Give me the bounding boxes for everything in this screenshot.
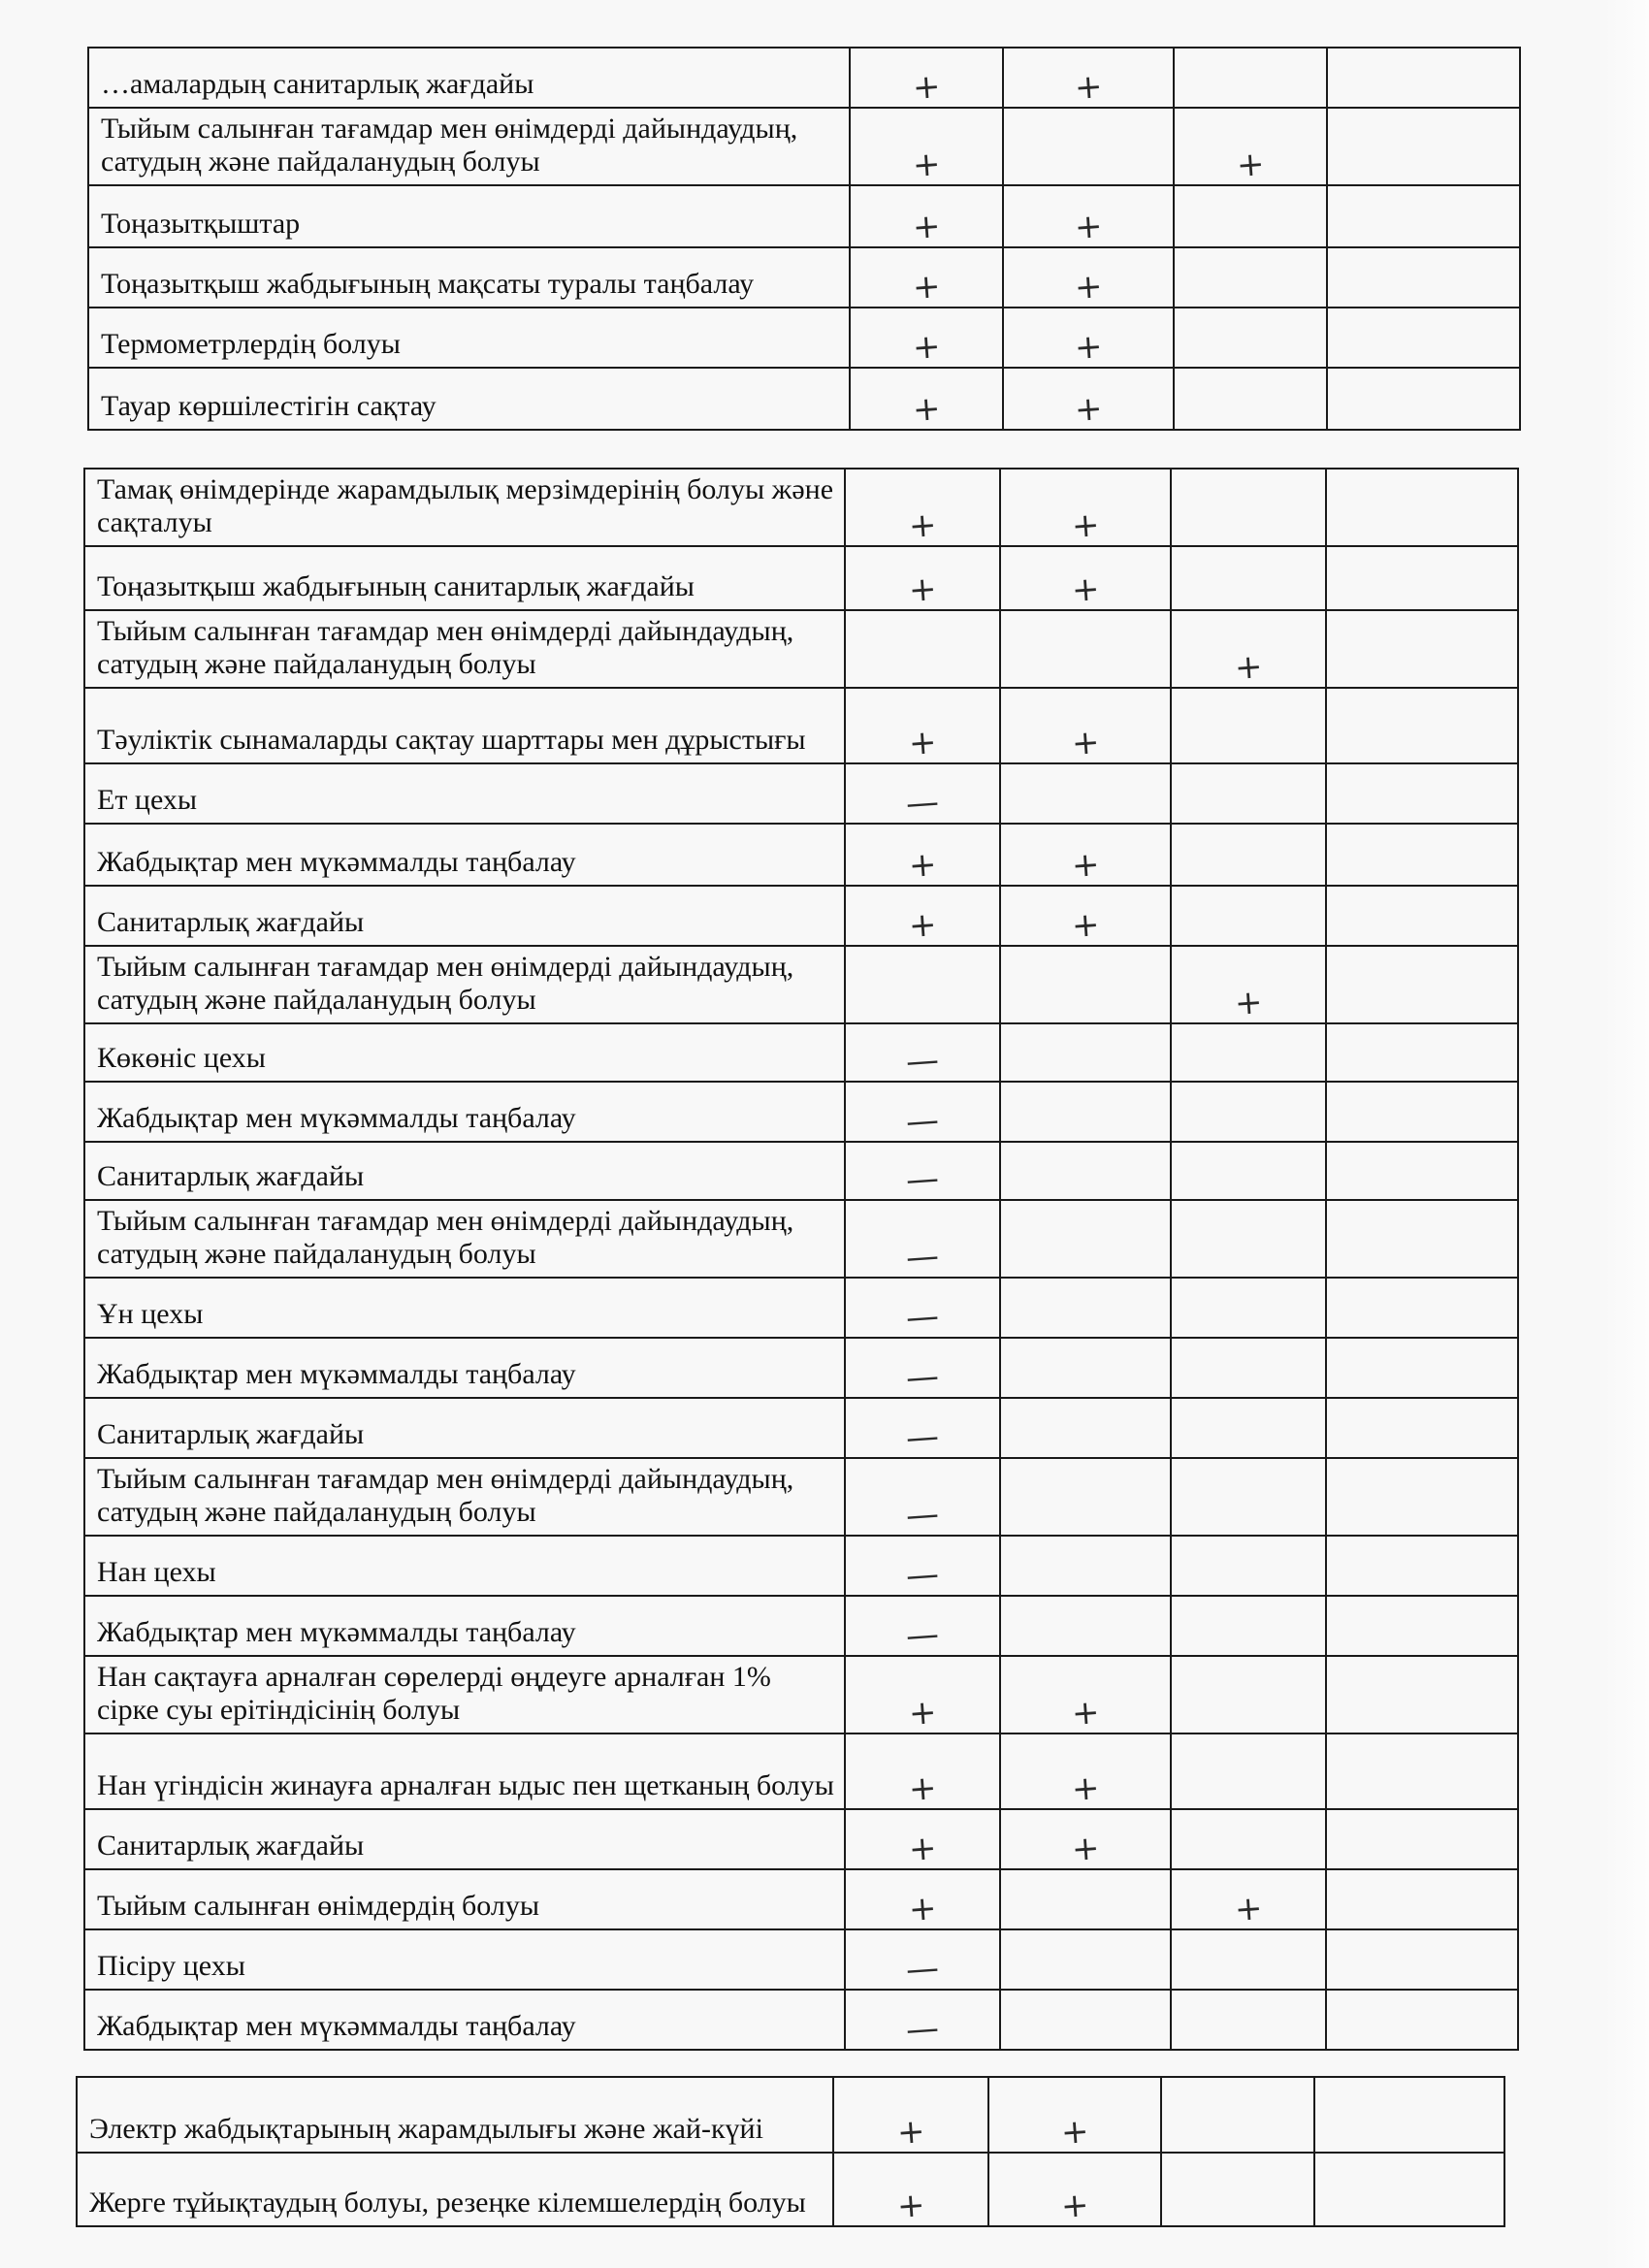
mark-cell <box>1327 185 1520 247</box>
table-row <box>84 1338 1518 1398</box>
mark-cell <box>1171 1398 1326 1458</box>
table-row <box>84 1200 1518 1278</box>
mark-cell <box>1326 1398 1518 1458</box>
mark-cell <box>1326 1458 1518 1536</box>
item-label: Тәуліктік сынамаларды сақтау шарттары мен дұрыстығы <box>84 688 845 763</box>
mark-cell <box>1326 1142 1518 1200</box>
mark-cell <box>845 469 1000 546</box>
check-mark: + <box>907 845 938 886</box>
table-row <box>84 763 1518 824</box>
mark-cell <box>845 1278 1000 1338</box>
table-row <box>84 1398 1518 1458</box>
check-mark: + <box>911 327 942 368</box>
item-label: Жабдықтар мен мүкәммалды таңбалау <box>84 1082 845 1142</box>
mark-cell <box>1327 308 1520 368</box>
check-mark: + <box>1070 505 1101 546</box>
check-mark: + <box>907 505 938 546</box>
check-mark: + <box>1059 2186 1090 2226</box>
mark-cell <box>1171 1809 1326 1869</box>
mark-cell <box>1326 469 1518 546</box>
item-label: Тоңазытқыш жабдығының мақсаты туралы таңбалау <box>88 247 850 308</box>
item-label: Жабдықтар мен мүкәммалды таңбалау <box>84 1338 845 1398</box>
check-mark: — <box>904 2008 941 2051</box>
table-row <box>84 824 1518 886</box>
check-mark: + <box>1070 845 1101 886</box>
mark-cell <box>1326 1990 1518 2050</box>
mark-cell <box>1174 308 1327 368</box>
mark-cell <box>1161 2153 1314 2226</box>
mark-cell <box>1326 1869 1518 1929</box>
mark-cell <box>1171 1278 1326 1338</box>
check-mark: — <box>904 1100 941 1143</box>
checklist-table-2-body <box>84 469 1518 2050</box>
check-mark: + <box>895 2112 926 2153</box>
mark-cell <box>1327 368 1520 430</box>
table-row <box>84 886 1518 946</box>
mark-cell <box>1171 1596 1326 1656</box>
table-row <box>84 1278 1518 1338</box>
item-label: Санитарлық жағдайы <box>84 886 845 946</box>
item-label: Жабдықтар мен мүкәммалды таңбалау <box>84 824 845 886</box>
mark-cell <box>1327 247 1520 308</box>
item-label: Нан үгіндісін жинауға арналған ыдыс пен щетканың болуы <box>84 1733 845 1809</box>
mark-cell <box>1000 1596 1171 1656</box>
check-mark: + <box>1073 389 1104 430</box>
item-label: Санитарлық жағдайы <box>84 1142 845 1200</box>
item-label: Тыйым салынған өнімдердің болуы <box>84 1869 845 1929</box>
table-row <box>84 1733 1518 1809</box>
mark-cell <box>1174 48 1327 108</box>
check-mark: — <box>904 1236 941 1279</box>
table-row <box>84 469 1518 546</box>
check-mark: + <box>907 1768 938 1809</box>
item-label: Санитарлық жағдайы <box>84 1398 845 1458</box>
check-mark: + <box>1233 983 1264 1023</box>
check-mark: — <box>904 1158 941 1201</box>
mark-cell <box>1171 824 1326 886</box>
check-mark: + <box>1059 2112 1090 2153</box>
table-row <box>77 2077 1504 2153</box>
mark-cell <box>850 368 1003 430</box>
item-label: Тоңазытқыштар <box>88 185 850 247</box>
mark-cell <box>1326 688 1518 763</box>
mark-cell <box>1326 824 1518 886</box>
mark-cell <box>1174 368 1327 430</box>
table-row <box>84 1082 1518 1142</box>
check-mark: — <box>904 782 941 825</box>
mark-cell <box>1326 886 1518 946</box>
mark-cell <box>1171 546 1326 610</box>
mark-cell <box>1314 2153 1504 2226</box>
check-mark: + <box>911 145 942 185</box>
check-mark: + <box>907 1693 938 1733</box>
check-mark: + <box>907 1829 938 1869</box>
check-mark: + <box>1235 145 1266 185</box>
check-mark: + <box>907 1889 938 1929</box>
mark-cell <box>1003 108 1174 185</box>
mark-cell <box>1000 1338 1171 1398</box>
item-label: Пісіру цехы <box>84 1929 845 1990</box>
mark-cell <box>1326 1733 1518 1809</box>
check-mark: + <box>911 207 942 247</box>
mark-cell <box>1171 1142 1326 1200</box>
mark-cell <box>1174 185 1327 247</box>
item-label: Нан сақтауға арналған сөрелерді өңдеуге арналған 1% сірке суы ерітіндісінің болуы <box>84 1656 845 1733</box>
mark-cell <box>1171 1082 1326 1142</box>
mark-cell <box>850 308 1003 368</box>
table-row <box>84 546 1518 610</box>
table-row <box>88 247 1520 308</box>
mark-cell <box>1000 688 1171 763</box>
check-mark: + <box>1070 1693 1101 1733</box>
mark-cell <box>1000 1142 1171 1200</box>
mark-cell <box>1000 1929 1171 1990</box>
mark-cell <box>1171 1200 1326 1278</box>
mark-cell <box>833 2153 988 2226</box>
checklist-table-1 <box>87 47 1521 431</box>
mark-cell <box>1174 247 1327 308</box>
table-row <box>84 946 1518 1023</box>
mark-cell <box>1171 469 1326 546</box>
mark-cell <box>1171 1338 1326 1398</box>
mark-cell <box>845 946 1000 1023</box>
mark-cell <box>1326 1809 1518 1869</box>
check-mark: — <box>904 1554 941 1597</box>
mark-cell <box>1000 763 1171 824</box>
mark-cell <box>1000 946 1171 1023</box>
mark-cell <box>1326 1656 1518 1733</box>
mark-cell <box>1326 1536 1518 1596</box>
table-row <box>84 610 1518 688</box>
item-label: Тыйым салынған тағамдар мен өнімдерді дайындаудың, сатудың және пайдаланудың болуы <box>84 610 845 688</box>
mark-cell <box>1171 610 1326 688</box>
check-mark: + <box>1070 1829 1101 1869</box>
check-mark: + <box>1073 267 1104 308</box>
mark-cell <box>850 185 1003 247</box>
mark-cell <box>1171 886 1326 946</box>
item-label: Жабдықтар мен мүкәммалды таңбалау <box>84 1596 845 1656</box>
mark-cell <box>1326 763 1518 824</box>
item-label: Ет цехы <box>84 763 845 824</box>
mark-cell <box>845 1733 1000 1809</box>
item-label: Тыйым салынған тағамдар мен өнімдерді дайындаудың, сатудың және пайдаланудың болуы <box>84 1458 845 1536</box>
table-row <box>84 1809 1518 1869</box>
mark-cell <box>988 2153 1161 2226</box>
item-label: Нан цехы <box>84 1536 845 1596</box>
check-mark: — <box>904 1416 941 1459</box>
mark-cell <box>845 1869 1000 1929</box>
check-mark: + <box>1073 67 1104 108</box>
check-mark: — <box>904 1040 941 1083</box>
check-mark: + <box>1070 905 1101 946</box>
mark-cell <box>1003 185 1174 247</box>
table-row <box>84 1023 1518 1082</box>
mark-cell <box>845 1536 1000 1596</box>
mark-cell <box>1171 1990 1326 2050</box>
mark-cell <box>1171 763 1326 824</box>
check-mark: — <box>904 1296 941 1339</box>
mark-cell <box>1327 48 1520 108</box>
mark-cell <box>1000 1023 1171 1082</box>
mark-cell <box>1000 886 1171 946</box>
mark-cell <box>833 2077 988 2153</box>
checklist-table-2 <box>83 468 1519 2051</box>
check-mark: + <box>907 905 938 946</box>
mark-cell <box>1000 1869 1171 1929</box>
item-label: Тыйым салынған тағамдар мен өнімдерді дайындаудың, сатудың және пайдаланудың болуы <box>84 1200 845 1278</box>
table-row <box>88 185 1520 247</box>
table-row <box>84 1656 1518 1733</box>
mark-cell <box>1003 368 1174 430</box>
mark-cell <box>845 824 1000 886</box>
check-mark: — <box>904 1356 941 1399</box>
check-mark: + <box>907 723 938 763</box>
item-label: Тоңазытқыш жабдығының санитарлық жағдайы <box>84 546 845 610</box>
mark-cell <box>1171 688 1326 763</box>
table-row <box>84 1990 1518 2050</box>
table-row <box>88 108 1520 185</box>
check-mark: + <box>1070 1768 1101 1809</box>
mark-cell <box>1171 1536 1326 1596</box>
mark-cell <box>988 2077 1161 2153</box>
table-row <box>77 2153 1504 2226</box>
mark-cell <box>845 1142 1000 1200</box>
check-mark: — <box>904 1948 941 1991</box>
mark-cell <box>1003 247 1174 308</box>
mark-cell <box>845 1023 1000 1082</box>
check-mark: + <box>1073 207 1104 247</box>
item-label: Тамақ өнімдерінде жарамдылық мерзімдерінің болуы және сақталуы <box>84 469 845 546</box>
mark-cell <box>1000 469 1171 546</box>
mark-cell <box>1326 1278 1518 1338</box>
check-mark: + <box>1233 647 1264 688</box>
table-row <box>84 1142 1518 1200</box>
check-mark: + <box>1070 569 1101 610</box>
mark-cell <box>845 1656 1000 1733</box>
mark-cell <box>845 1082 1000 1142</box>
check-mark: — <box>904 1494 941 1537</box>
item-label: Көкөніс цехы <box>84 1023 845 1082</box>
check-mark: + <box>1073 327 1104 368</box>
table-row <box>84 1869 1518 1929</box>
check-mark: — <box>904 1614 941 1657</box>
mark-cell <box>845 1596 1000 1656</box>
table-row <box>88 308 1520 368</box>
item-label: Электр жабдықтарының жарамдылығы және жай-күйі <box>77 2077 833 2153</box>
table-row <box>84 1536 1518 1596</box>
mark-cell <box>1314 2077 1504 2153</box>
check-mark: + <box>907 569 938 610</box>
mark-cell <box>845 688 1000 763</box>
mark-cell <box>1326 546 1518 610</box>
mark-cell <box>1171 1929 1326 1990</box>
item-label: Тыйым салынған тағамдар мен өнімдерді дайындаудың, сатудың және пайдаланудың болуы <box>84 946 845 1023</box>
check-mark: + <box>1233 1889 1264 1929</box>
table-row <box>88 368 1520 430</box>
mark-cell <box>1000 824 1171 886</box>
item-label: Жерге тұйықтаудың болуы, резеңке кілемшелердің болуы <box>77 2153 833 2226</box>
mark-cell <box>1174 108 1327 185</box>
mark-cell <box>1171 1869 1326 1929</box>
mark-cell <box>850 108 1003 185</box>
mark-cell <box>845 1990 1000 2050</box>
mark-cell <box>1161 2077 1314 2153</box>
mark-cell <box>1000 1458 1171 1536</box>
mark-cell <box>1171 1023 1326 1082</box>
mark-cell <box>845 1200 1000 1278</box>
mark-cell <box>845 1338 1000 1398</box>
mark-cell <box>1326 1596 1518 1656</box>
mark-cell <box>845 546 1000 610</box>
mark-cell <box>845 610 1000 688</box>
item-label: Санитарлық жағдайы <box>84 1809 845 1869</box>
mark-cell <box>1326 610 1518 688</box>
mark-cell <box>1171 1733 1326 1809</box>
mark-cell <box>1000 1733 1171 1809</box>
item-label: Жабдықтар мен мүкәммалды таңбалау <box>84 1990 845 2050</box>
check-mark: + <box>911 67 942 108</box>
mark-cell <box>845 1809 1000 1869</box>
table-row <box>88 48 1520 108</box>
mark-cell <box>1000 1082 1171 1142</box>
mark-cell <box>1000 1200 1171 1278</box>
mark-cell <box>1326 1338 1518 1398</box>
mark-cell <box>1000 546 1171 610</box>
mark-cell <box>1171 1656 1326 1733</box>
item-label: Ұн цехы <box>84 1278 845 1338</box>
table-row <box>84 1596 1518 1656</box>
mark-cell <box>1327 108 1520 185</box>
mark-cell <box>1171 1458 1326 1536</box>
mark-cell <box>1003 308 1174 368</box>
mark-cell <box>850 247 1003 308</box>
mark-cell <box>850 48 1003 108</box>
mark-cell <box>1000 1809 1171 1869</box>
item-label: Термометрлердің болуы <box>88 308 850 368</box>
item-label: Тауар көршілестігін сақтау <box>88 368 850 430</box>
check-mark: + <box>911 389 942 430</box>
mark-cell <box>845 1458 1000 1536</box>
mark-cell <box>1326 1023 1518 1082</box>
mark-cell <box>1000 1278 1171 1338</box>
mark-cell <box>1326 946 1518 1023</box>
mark-cell <box>1000 610 1171 688</box>
table-row <box>84 1929 1518 1990</box>
check-mark: + <box>911 267 942 308</box>
mark-cell <box>1003 48 1174 108</box>
mark-cell <box>1000 1656 1171 1733</box>
mark-cell <box>1326 1200 1518 1278</box>
mark-cell <box>845 886 1000 946</box>
table-row <box>84 1458 1518 1536</box>
checklist-table-3 <box>76 2076 1505 2227</box>
item-label: Тыйым салынған тағамдар мен өнімдерді дайындаудың, сатудың және пайдаланудың болуы <box>88 108 850 185</box>
table-row <box>84 688 1518 763</box>
mark-cell <box>1326 1082 1518 1142</box>
check-mark: + <box>895 2186 926 2226</box>
mark-cell <box>1326 1929 1518 1990</box>
scan-edge-shadow <box>1602 0 1649 2268</box>
mark-cell <box>1171 946 1326 1023</box>
mark-cell <box>1000 1536 1171 1596</box>
mark-cell <box>1000 1990 1171 2050</box>
mark-cell <box>845 763 1000 824</box>
mark-cell <box>845 1398 1000 1458</box>
mark-cell <box>1000 1398 1171 1458</box>
item-label: …амалардың санитарлық жағдайы <box>88 48 850 108</box>
mark-cell <box>845 1929 1000 1990</box>
check-mark: + <box>1070 723 1101 763</box>
